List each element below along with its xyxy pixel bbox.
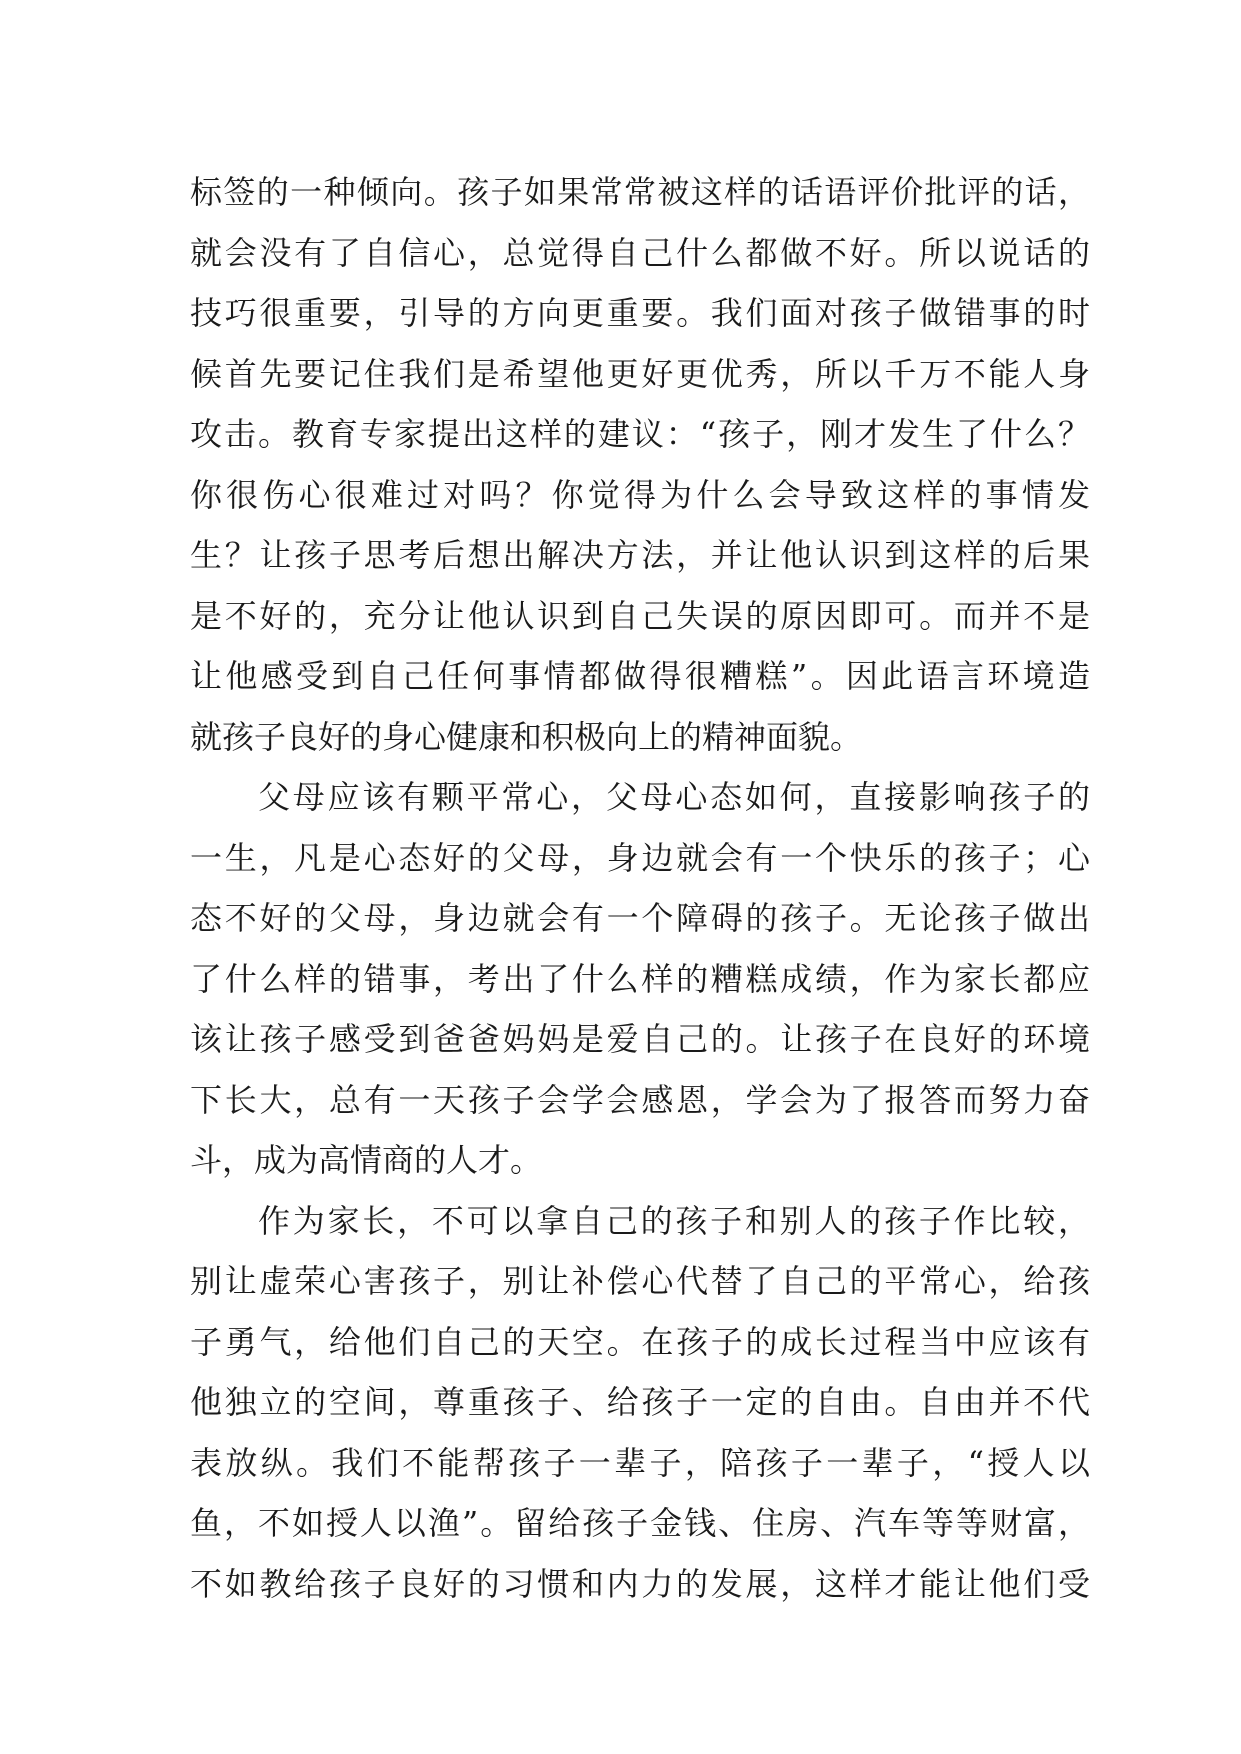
text-line: 表放纵。我们不能帮孩子一辈子，陪孩子一辈子，“授人以 [190, 1443, 1090, 1482]
text-line: 候首先要记住我们是希望他更好更优秀，所以千万不能人身 [190, 354, 1090, 393]
text-line: 父母应该有颗平常心，父母心态如何，直接影响孩子的 [258, 778, 1090, 816]
text-line: 标签的一种倾向。孩子如果常常被这样的话语评价批评的话， [190, 173, 1090, 211]
text-line: 他独立的空间，尊重孩子、给孩子一定的自由。自由并不代 [190, 1383, 1090, 1421]
text-line: 斗，成为高情商的人才。 [190, 1141, 543, 1179]
text-line: 技巧很重要，引导的方向更重要。我们面对孩子做错事的时 [190, 294, 1090, 332]
text-line: 让他感受到自己任何事情都做得很糟糕”。因此语言环境造 [190, 657, 1090, 695]
body-text [190, 162, 1090, 1614]
text-line: 攻击。教育专家提出这样的建议：“孩子，刚才发生了什么？ [190, 415, 1090, 453]
text-line: 别让虚荣心害孩子，别让补偿心代替了自己的平常心，给孩 [190, 1262, 1090, 1300]
text-line: 一生，凡是心态好的父母，身边就会有一个快乐的孩子；心 [190, 838, 1090, 877]
text-line: 就孩子良好的身心健康和积极向上的精神面貌。 [190, 717, 863, 756]
paragraph-1 [190, 162, 1090, 767]
text-line: 鱼，不如授人以渔”。留给孩子金钱、住房、汽车等等财富， [190, 1504, 1090, 1542]
text-line: 了什么样的错事，考出了什么样的糟糕成绩，作为家长都应 [190, 959, 1090, 998]
text-line: 不如教给孩子良好的习惯和内力的发展，这样才能让他们受 [190, 1564, 1090, 1603]
text-line: 该让孩子感受到爸爸妈妈是爱自己的。让孩子在良好的环境 [190, 1020, 1090, 1058]
text-line: 子勇气，给他们自己的天空。在孩子的成长过程当中应该有 [190, 1322, 1090, 1361]
text-line: 下长大，总有一天孩子会学会感恩，学会为了报答而努力奋 [190, 1080, 1090, 1119]
text-line: 态不好的父母，身边就会有一个障碍的孩子。无论孩子做出 [190, 899, 1090, 937]
text-line: 作为家长，不可以拿自己的孩子和别人的孩子作比较， [258, 1201, 1090, 1240]
paragraph-2 [190, 767, 1090, 1191]
text-line: 生？让孩子思考后想出解决方法，并让他认识到这样的后果 [190, 536, 1090, 574]
text-line: 是不好的，充分让他认识到自己失误的原因即可。而并不是 [190, 596, 1090, 635]
paragraph-3 [190, 1191, 1090, 1615]
text-line: 你很伤心很难过对吗？你觉得为什么会导致这样的事情发 [190, 475, 1090, 514]
text-line: 就会没有了自信心，总觉得自己什么都做不好。所以说话的 [190, 233, 1090, 272]
